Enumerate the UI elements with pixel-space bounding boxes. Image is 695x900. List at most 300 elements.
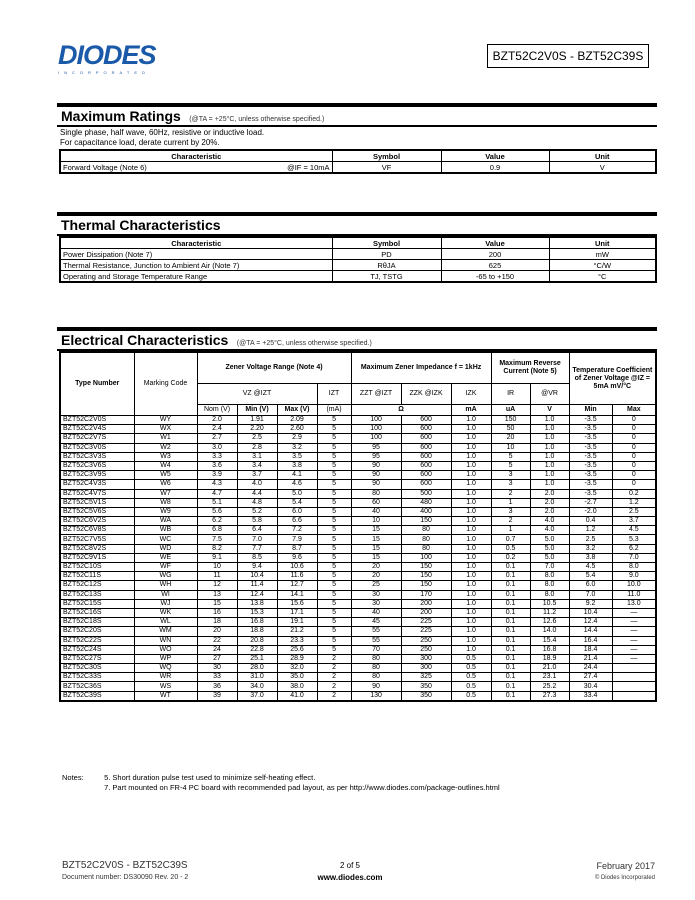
tc-min-cell: 33.4 [569, 691, 612, 701]
izt-cell: 5 [317, 535, 351, 544]
notes-label: Notes: [62, 773, 84, 782]
marking-code-cell: WF [134, 563, 197, 572]
izt-cell: 5 [317, 563, 351, 572]
tc-min-cell: 5.4 [569, 572, 612, 581]
website-link[interactable]: www.diodes.com [317, 873, 383, 882]
vz-max-cell: 3.2 [277, 443, 317, 452]
izt-cell: 2 [317, 682, 351, 691]
marking-code-cell: W7 [134, 489, 197, 498]
tc-min-cell: -2.0 [569, 507, 612, 516]
vz-nom-cell: 3.3 [197, 452, 237, 461]
izk-cell: 1.0 [451, 443, 491, 452]
izt-cell: 5 [317, 645, 351, 654]
tc-max-cell: 6.2 [612, 544, 656, 553]
vz-max-cell: 41.0 [277, 691, 317, 701]
zzk-cell: 80 [401, 526, 451, 535]
izk-cell: 1.0 [451, 572, 491, 581]
marking-code-cell: W8 [134, 498, 197, 507]
izk-cell: 1.0 [451, 618, 491, 627]
marking-code-cell: WY [134, 416, 197, 425]
vr-cell: 2.0 [530, 507, 569, 516]
vz-min-cell: 18.8 [237, 627, 277, 636]
vz-nom-cell: 22 [197, 636, 237, 645]
vz-min-cell: 5.8 [237, 517, 277, 526]
table-row [60, 544, 656, 553]
vr-cell: 5.0 [530, 535, 569, 544]
marking-code-cell: WI [134, 590, 197, 599]
vz-nom-cell: 12 [197, 581, 237, 590]
vz-max-cell: 2.09 [277, 416, 317, 425]
table-row [60, 471, 656, 480]
vr-cell: 7.0 [530, 563, 569, 572]
unit-cell: V [549, 162, 656, 174]
vz-min-cell: 15.3 [237, 608, 277, 617]
tc-min-cell: -3.5 [569, 489, 612, 498]
izk-cell: 1.0 [451, 425, 491, 434]
vz-max-cell: 2.60 [277, 425, 317, 434]
vz-min-cell: 4.0 [237, 480, 277, 489]
type-number-cell: BZT52C7V5S [60, 535, 134, 544]
ir-cell: 150 [491, 416, 530, 425]
tc-max-cell: 11.0 [612, 590, 656, 599]
unit-cell: °C [549, 271, 656, 283]
vz-min-cell: 7.0 [237, 535, 277, 544]
vz-nom-cell: 24 [197, 645, 237, 654]
marking-code-cell: WN [134, 636, 197, 645]
zzk-cell: 350 [401, 691, 451, 701]
vr-cell: 1.0 [530, 461, 569, 470]
vz-max-cell: 19.1 [277, 618, 317, 627]
zzt-cell: 25 [351, 581, 401, 590]
marking-code-cell: WS [134, 682, 197, 691]
izk-cell: 1.0 [451, 461, 491, 470]
tc-max-cell: — [612, 636, 656, 645]
table-row [60, 535, 656, 544]
izt-cell: 5 [317, 526, 351, 535]
izt-cell: 5 [317, 416, 351, 425]
zzt-cell: 30 [351, 599, 401, 608]
zzk-cell: 170 [401, 590, 451, 599]
izk-cell: 1.0 [451, 517, 491, 526]
ir-cell: 2 [491, 489, 530, 498]
zzt-cell: 90 [351, 480, 401, 489]
table-row [60, 271, 656, 283]
table-row [60, 526, 656, 535]
ir-cell: 0.1 [491, 581, 530, 590]
max-ratings-heading [57, 103, 657, 127]
ir-cell: 0.1 [491, 572, 530, 581]
col-value: Value [441, 237, 549, 249]
value-cell: 200 [441, 249, 549, 260]
max-ratings-notes [60, 128, 264, 148]
tc-min-cell: 30.4 [569, 682, 612, 691]
col-type-number: Type Number [60, 352, 134, 416]
table-row [60, 664, 656, 673]
zzt-cell: 95 [351, 452, 401, 461]
vz-nom-cell: 10 [197, 563, 237, 572]
tc-min-cell: 10.4 [569, 608, 612, 617]
table-header-row [60, 237, 656, 249]
ir-cell: 0.1 [491, 627, 530, 636]
vz-nom-cell: 27 [197, 654, 237, 663]
col-unit: Unit [549, 237, 656, 249]
thermal-table [59, 236, 657, 283]
symbol-cell: PD [332, 249, 441, 260]
table-row [60, 673, 656, 682]
marking-code-cell: WR [134, 673, 197, 682]
tc-min-cell: -3.5 [569, 471, 612, 480]
izt-cell: 2 [317, 691, 351, 701]
ir-cell: 0.1 [491, 590, 530, 599]
vz-max-cell: 38.0 [277, 682, 317, 691]
tc-max-cell: — [612, 618, 656, 627]
tc-min-cell: 3.2 [569, 544, 612, 553]
zzk-cell: 200 [401, 599, 451, 608]
zzk-cell: 250 [401, 645, 451, 654]
tc-min-cell: 12.4 [569, 618, 612, 627]
zzk-cell: 225 [401, 627, 451, 636]
vr-cell: 1.0 [530, 416, 569, 425]
marking-code-cell: WM [134, 627, 197, 636]
unit-cell: °C/W [549, 260, 656, 271]
type-number-cell: BZT52C36S [60, 682, 134, 691]
tc-min-cell: -3.5 [569, 425, 612, 434]
col-zzt: ZZT @IZT [351, 384, 401, 405]
table-row [60, 461, 656, 470]
table-row [60, 425, 656, 434]
tc-min-cell: 4.5 [569, 563, 612, 572]
izt-cell: 5 [317, 461, 351, 470]
marking-code-cell: WQ [134, 664, 197, 673]
vr-cell: 21.0 [530, 664, 569, 673]
electrical-rows [60, 416, 656, 701]
ir-cell: 0.1 [491, 636, 530, 645]
zzk-cell: 600 [401, 471, 451, 480]
vz-max-cell: 5.4 [277, 498, 317, 507]
izt-cell: 5 [317, 489, 351, 498]
tc-min-cell: 14.4 [569, 627, 612, 636]
zzk-cell: 350 [401, 682, 451, 691]
table-row [60, 434, 656, 443]
zzk-cell: 200 [401, 608, 451, 617]
izk-cell: 1.0 [451, 489, 491, 498]
vz-nom-cell: 6.8 [197, 526, 237, 535]
tc-min-cell: 1.2 [569, 526, 612, 535]
col-characteristic: Characteristic [60, 237, 332, 249]
zzt-cell: 40 [351, 608, 401, 617]
tc-min-cell: 0.4 [569, 517, 612, 526]
vz-max-cell: 21.2 [277, 627, 317, 636]
marking-code-cell: W4 [134, 461, 197, 470]
vr-cell: 10.5 [530, 599, 569, 608]
izk-cell: 1.0 [451, 636, 491, 645]
zzk-cell: 300 [401, 654, 451, 663]
izk-cell: 1.0 [451, 452, 491, 461]
unit-tmax: Max [612, 405, 656, 416]
tc-max-cell: — [612, 627, 656, 636]
type-number-cell: BZT52C3V0S [60, 443, 134, 452]
vz-nom-cell: 11 [197, 572, 237, 581]
symbol-cell: RθJA [332, 260, 441, 271]
zzt-cell: 10 [351, 517, 401, 526]
vz-min-cell: 3.7 [237, 471, 277, 480]
vz-max-cell: 6.6 [277, 517, 317, 526]
characteristic-cell: Operating and Storage Temperature Range [60, 271, 332, 283]
type-number-cell: BZT52C3V9S [60, 471, 134, 480]
unit-nom: Nom (V) [197, 405, 237, 416]
col-unit: Unit [549, 150, 656, 162]
zzt-cell: 95 [351, 443, 401, 452]
izt-cell: 5 [317, 471, 351, 480]
type-number-cell: BZT52C22S [60, 636, 134, 645]
vr-cell: 23.1 [530, 673, 569, 682]
izk-cell: 1.0 [451, 645, 491, 654]
zzt-cell: 60 [351, 498, 401, 507]
tc-max-cell: 0 [612, 480, 656, 489]
marking-code-cell: WA [134, 517, 197, 526]
vz-nom-cell: 13 [197, 590, 237, 599]
note-5: 5. Short duration pulse test used to minimize self-heating effect. [104, 773, 316, 782]
tc-max-cell: 0 [612, 443, 656, 452]
vz-max-cell: 5.0 [277, 489, 317, 498]
ir-cell: 0.1 [491, 599, 530, 608]
col-izt: IZT [317, 384, 351, 405]
unit-ma: (mA) [317, 405, 351, 416]
zzk-cell: 300 [401, 664, 451, 673]
tc-max-cell [612, 673, 656, 682]
col-value: Value [441, 150, 549, 162]
zzt-cell: 90 [351, 471, 401, 480]
table-row [60, 581, 656, 590]
tc-max-cell: 0 [612, 416, 656, 425]
max-ratings-condition: (@TA = +25°C, unless otherwise specified.) [189, 116, 325, 123]
col-characteristic: Characteristic [60, 150, 332, 162]
tc-max-cell: 0 [612, 425, 656, 434]
diodes-logo [58, 42, 178, 82]
vz-max-cell: 10.6 [277, 563, 317, 572]
zzt-cell: 30 [351, 590, 401, 599]
type-number-cell: BZT52C24S [60, 645, 134, 654]
izk-cell: 1.0 [451, 480, 491, 489]
marking-code-cell: WT [134, 691, 197, 701]
zzt-cell: 80 [351, 489, 401, 498]
table-row [60, 645, 656, 654]
zzk-cell: 225 [401, 618, 451, 627]
vz-min-cell: 25.1 [237, 654, 277, 663]
table-row [60, 480, 656, 489]
zzk-cell: 150 [401, 517, 451, 526]
tc-max-cell [612, 691, 656, 701]
tc-max-cell: — [612, 608, 656, 617]
page-number: 2 of 5 [339, 861, 360, 870]
marking-code-cell: WK [134, 608, 197, 617]
tc-max-cell: 0 [612, 471, 656, 480]
condition-text: @IF = 10mA [287, 162, 330, 172]
tc-max-cell: — [612, 645, 656, 654]
table-header-row [60, 150, 656, 162]
vz-nom-cell: 4.3 [197, 480, 237, 489]
characteristic-cell: Thermal Resistance, Junction to Ambient Air (Note 7) [60, 260, 332, 271]
tc-min-cell: 27.4 [569, 673, 612, 682]
vz-nom-cell: 18 [197, 618, 237, 627]
zzt-cell: 45 [351, 618, 401, 627]
vz-nom-cell: 30 [197, 664, 237, 673]
col-reverse-current: Maximum Reverse Current (Note 5) [491, 352, 569, 384]
table-row [60, 636, 656, 645]
ir-cell: 3 [491, 507, 530, 516]
vr-cell: 11.2 [530, 608, 569, 617]
unit-ohm: Ω [351, 405, 451, 416]
izt-cell: 5 [317, 599, 351, 608]
izk-cell: 1.0 [451, 416, 491, 425]
ir-cell: 20 [491, 434, 530, 443]
zzk-cell: 80 [401, 544, 451, 553]
ir-cell: 1 [491, 498, 530, 507]
vr-cell: 5.0 [530, 544, 569, 553]
type-number-cell: BZT52C16S [60, 608, 134, 617]
vz-min-cell: 13.8 [237, 599, 277, 608]
izk-cell: 0.5 [451, 673, 491, 682]
izk-cell: 1.0 [451, 581, 491, 590]
vz-min-cell: 2.8 [237, 443, 277, 452]
marking-code-cell: W1 [134, 434, 197, 443]
marking-code-cell: W6 [134, 480, 197, 489]
vz-max-cell: 15.6 [277, 599, 317, 608]
vz-nom-cell: 6.2 [197, 517, 237, 526]
tc-max-cell: 10.0 [612, 581, 656, 590]
table-row [60, 553, 656, 562]
vz-min-cell: 3.4 [237, 461, 277, 470]
vr-cell: 4.0 [530, 517, 569, 526]
tc-min-cell: -3.5 [569, 480, 612, 489]
izk-cell: 1.0 [451, 553, 491, 562]
type-number-cell: BZT52C5V6S [60, 507, 134, 516]
vr-cell: 2.0 [530, 489, 569, 498]
electrical-heading [57, 327, 657, 351]
izk-cell: 0.5 [451, 664, 491, 673]
tc-max-cell: 5.3 [612, 535, 656, 544]
type-number-cell: BZT52C39S [60, 691, 134, 701]
tc-max-cell: 9.0 [612, 572, 656, 581]
ir-cell: 3 [491, 471, 530, 480]
vr-cell: 16.8 [530, 645, 569, 654]
ir-cell: 0.1 [491, 664, 530, 673]
type-number-cell: BZT52C3V3S [60, 452, 134, 461]
tc-min-cell: 3.8 [569, 553, 612, 562]
tc-max-cell [612, 682, 656, 691]
copyright: © Diodes Incorporated [594, 875, 655, 881]
tc-max-cell: 0.2 [612, 489, 656, 498]
vz-max-cell: 3.8 [277, 461, 317, 470]
unit-ua: uA [491, 405, 530, 416]
tc-min-cell: 16.4 [569, 636, 612, 645]
marking-code-cell: WL [134, 618, 197, 627]
vz-max-cell: 25.6 [277, 645, 317, 654]
zzt-cell: 90 [351, 461, 401, 470]
vr-cell: 4.0 [530, 526, 569, 535]
tc-max-cell: 1.2 [612, 498, 656, 507]
izk-cell: 1.0 [451, 544, 491, 553]
logo-subtext: INCORPORATED [58, 70, 150, 75]
vz-min-cell: 2.5 [237, 434, 277, 443]
zzk-cell: 250 [401, 636, 451, 645]
zzt-cell: 15 [351, 544, 401, 553]
value-cell: 625 [441, 260, 549, 271]
max-ratings-table [59, 149, 657, 174]
vr-cell: 12.6 [530, 618, 569, 627]
izt-cell: 2 [317, 664, 351, 673]
characteristic-cell: Power Dissipation (Note 7) [60, 249, 332, 260]
zzt-cell: 100 [351, 425, 401, 434]
marking-code-cell: W5 [134, 471, 197, 480]
table-row [60, 260, 656, 271]
marking-code-cell: W9 [134, 507, 197, 516]
zzt-cell: 80 [351, 673, 401, 682]
zzk-cell: 100 [401, 553, 451, 562]
vr-cell: 8.0 [530, 590, 569, 599]
vz-nom-cell: 4.7 [197, 489, 237, 498]
type-number-cell: BZT52C5V1S [60, 498, 134, 507]
col-impedance: Maximum Zener Impedance f = 1kHz [351, 352, 491, 384]
tc-min-cell: -3.5 [569, 434, 612, 443]
table-row [60, 498, 656, 507]
marking-code-cell: WE [134, 553, 197, 562]
max-ratings-title: Maximum Ratings [61, 108, 181, 124]
thermal-rows [60, 249, 656, 283]
ir-cell: 0.1 [491, 691, 530, 701]
vr-cell: 25.2 [530, 682, 569, 691]
table-row [60, 572, 656, 581]
table-row [60, 682, 656, 691]
unit-cell: mW [549, 249, 656, 260]
vr-cell: 15.4 [530, 636, 569, 645]
vz-nom-cell: 8.2 [197, 544, 237, 553]
ir-cell: 0.1 [491, 654, 530, 663]
col-izk: IZK [451, 384, 491, 405]
load-note-2: For capacitance load, derate current by 20%. [60, 138, 220, 147]
vz-nom-cell: 5.6 [197, 507, 237, 516]
izt-cell: 5 [317, 590, 351, 599]
col-marking-code: Marking Code [134, 352, 197, 416]
table-row [60, 599, 656, 608]
ir-cell: 0.5 [491, 544, 530, 553]
vz-min-cell: 37.0 [237, 691, 277, 701]
tc-max-cell: 3.7 [612, 517, 656, 526]
type-number-cell: BZT52C15S [60, 599, 134, 608]
part-range-box: BZT52C2V0S - BZT52C39S [487, 44, 649, 68]
vr-cell: 1.0 [530, 425, 569, 434]
vz-max-cell: 32.0 [277, 664, 317, 673]
col-zzk: ZZK @IZK [401, 384, 451, 405]
vz-nom-cell: 2.0 [197, 416, 237, 425]
vr-cell: 8.0 [530, 581, 569, 590]
marking-code-cell: WP [134, 654, 197, 663]
vz-nom-cell: 7.5 [197, 535, 237, 544]
vz-nom-cell: 2.7 [197, 434, 237, 443]
type-number-cell: BZT52C2V7S [60, 434, 134, 443]
type-number-cell: BZT52C3V6S [60, 461, 134, 470]
col-temp-coefficient: Temperature Coefficient of Zener Voltage @IZ = 5mA mV/°C [569, 352, 656, 405]
table-row [60, 416, 656, 425]
electrical-title: Electrical Characteristics [61, 332, 229, 348]
zzk-cell: 150 [401, 581, 451, 590]
izt-cell: 5 [317, 627, 351, 636]
zzk-cell: 600 [401, 461, 451, 470]
tc-max-cell [612, 664, 656, 673]
marking-code-cell: WJ [134, 599, 197, 608]
vz-min-cell: 20.8 [237, 636, 277, 645]
type-number-cell: BZT52C11S [60, 572, 134, 581]
